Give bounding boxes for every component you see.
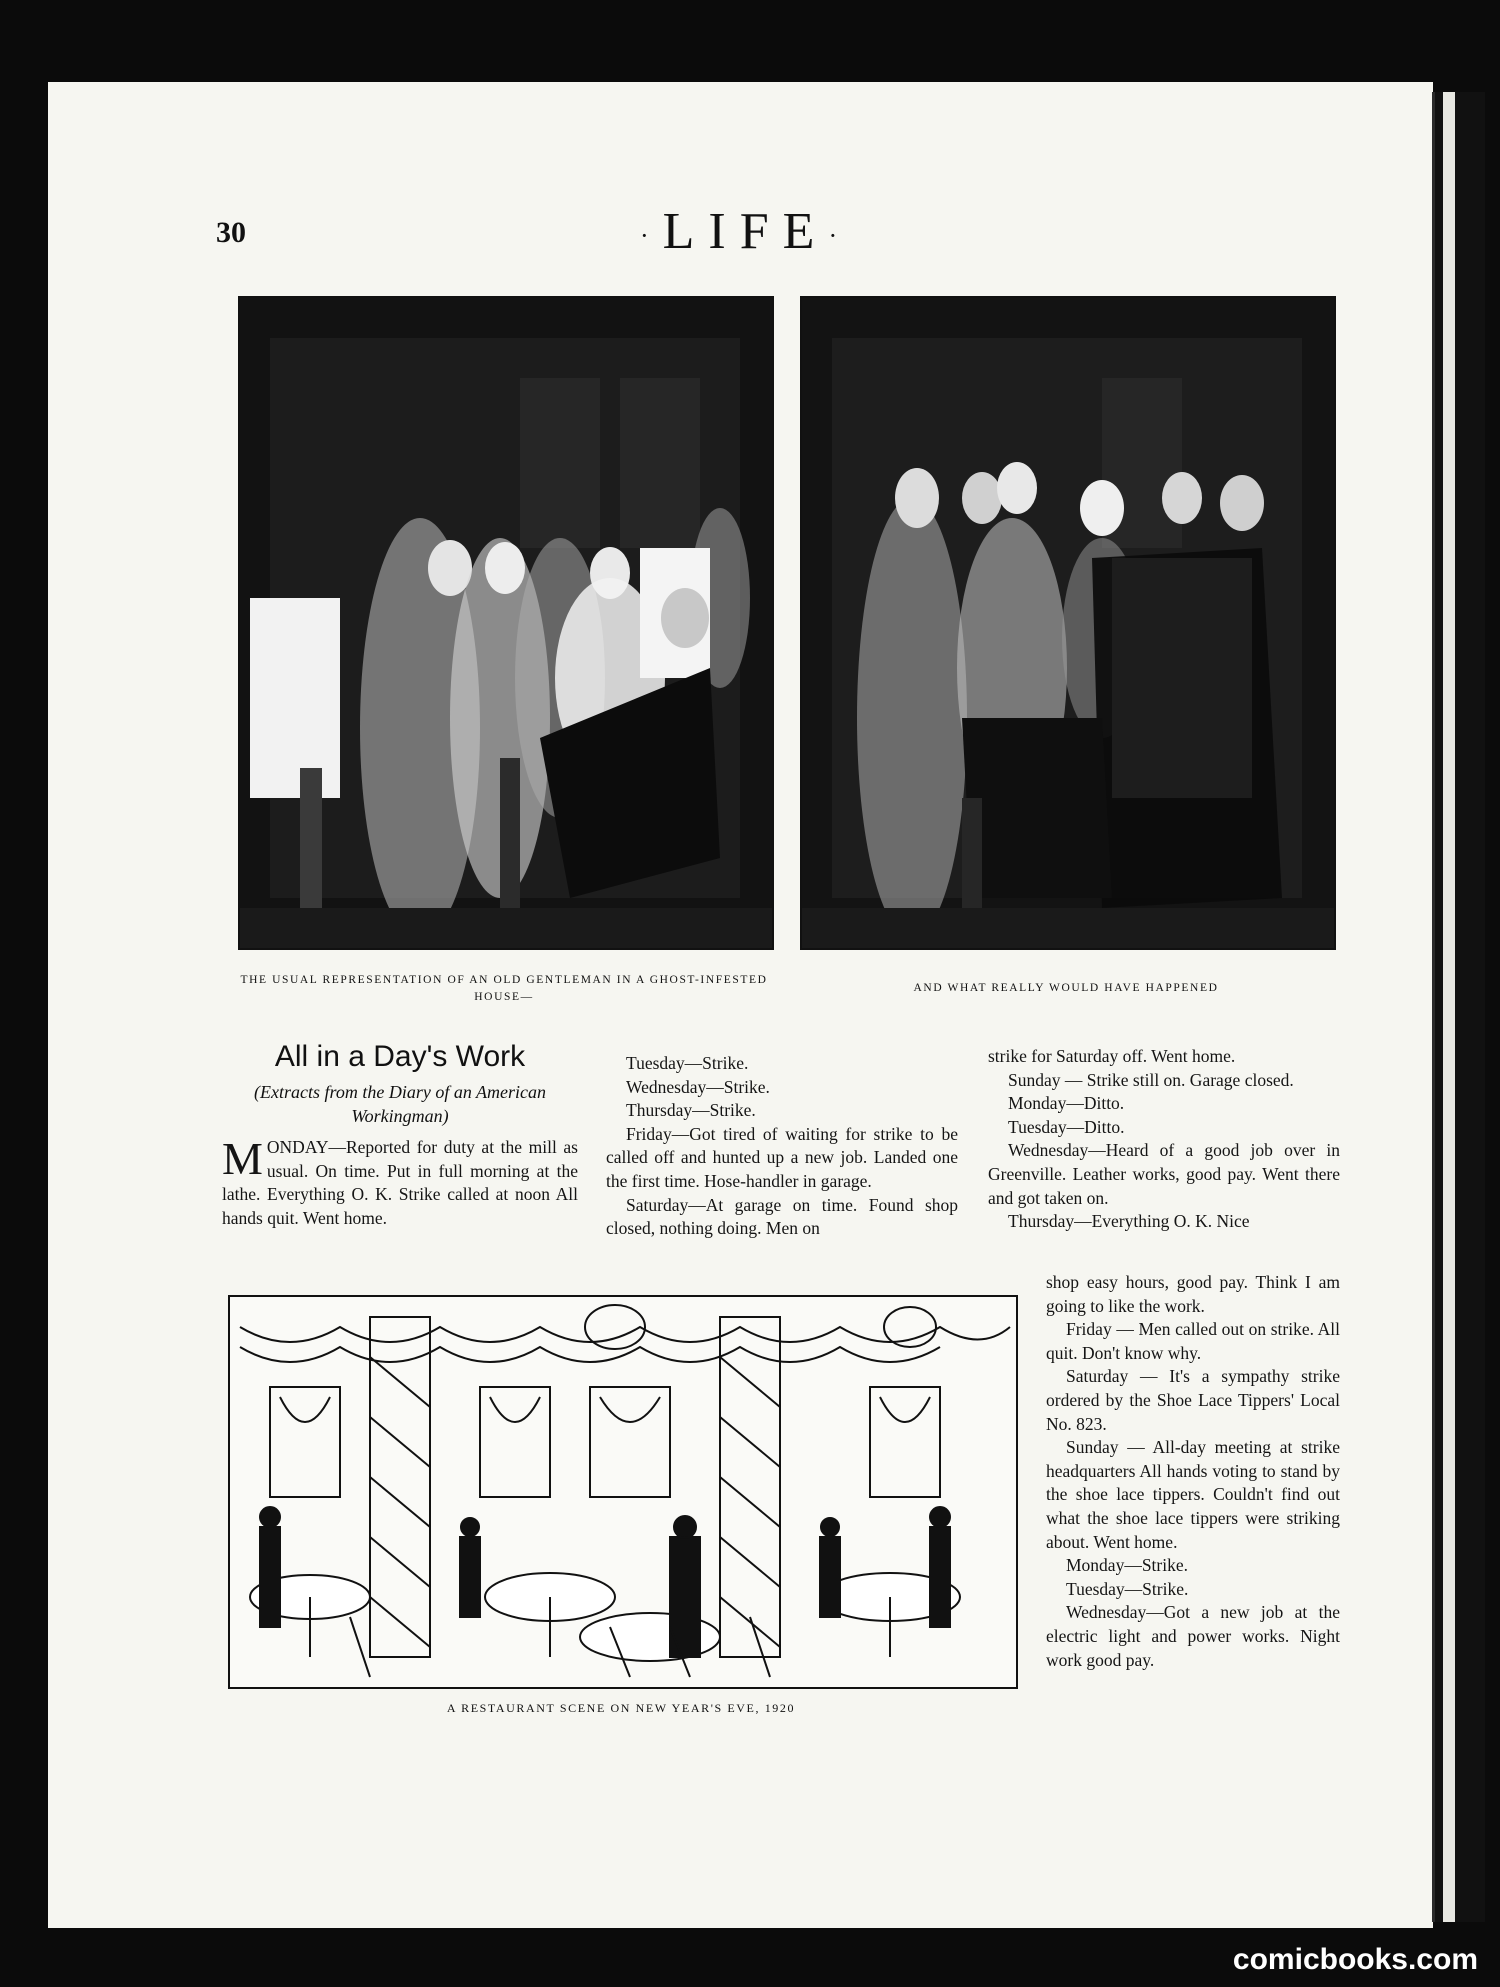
diary-entry: Wednesday—Heard of a good job over in Greenville. Leather works, good pay. Went there and got taken on. <box>988 1140 1340 1208</box>
restaurant-illustration <box>228 1295 1018 1689</box>
diary-entry: Saturday — It's a sympathy strike ordered by the Shoe Lace Tippers' Local No. 823. <box>1046 1366 1340 1434</box>
diary-entry-monday: MONDAY—Reported for duty at the mill as usual. On time. Put in full morning at the lathe. Everything O. K. Strike called at noon All hands quit. Went home. <box>222 1133 578 1228</box>
diary-entry: strike for Saturday off. Went home. <box>988 1046 1236 1066</box>
article-column-1 <box>222 1040 578 1230</box>
diary-entry: Thursday—Everything O. K. Nice <box>1008 1211 1250 1232</box>
diary-entry: Wednesday—Strike. <box>626 1076 770 1097</box>
diary-entry: Monday—Strike. <box>1066 1555 1189 1576</box>
masthead-title: LIFE <box>662 203 829 260</box>
diary-entry: Sunday — All-day meeting at strike headquarters All hands voting to stand by the shoe lace tippers. Couldn't find out what the shoe lace tippers were striking about. Went home. <box>1046 1437 1340 1552</box>
ghost-illustration-right <box>800 296 1336 950</box>
watermark: comicbooks.com <box>1232 1943 1478 1976</box>
drop-cap: M <box>222 1133 263 1184</box>
diary-entry: Friday—Got tired of waiting for strike to be called off and hunted up a new job. Landed one the first time. Hose-handler in garage. <box>606 1123 958 1191</box>
diary-entry: shop easy hours, good pay. Think I am going to like the work. <box>1046 1272 1340 1316</box>
diary-entry: Monday—Ditto. <box>1008 1093 1125 1114</box>
diary-entry: Tuesday—Strike. <box>626 1053 749 1073</box>
diary-entry: Tuesday—Ditto. <box>1008 1116 1125 1137</box>
article-subtitle: (Extracts from the Diary of an American Workingman) <box>254 1082 546 1126</box>
article-column-3-top <box>988 1045 1340 1234</box>
diary-entry: Friday — Men called out on strike. All quit. Don't know why. <box>1046 1319 1340 1363</box>
next-page-edge <box>1432 92 1485 1922</box>
page-number: 30 <box>216 216 246 249</box>
article-title: All in a Day's Work <box>274 1040 526 1073</box>
caption-right: AND WHAT REALLY WOULD HAVE HAPPENED <box>913 982 1219 994</box>
ghost-illustration-left <box>238 296 774 950</box>
diary-entry: Tuesday—Strike. <box>1066 1578 1189 1599</box>
diary-entry: Sunday — Strike still on. Garage closed. <box>1008 1069 1294 1090</box>
caption-bottom: A RESTAURANT SCENE ON NEW YEAR'S EVE, 1920 <box>446 1701 796 1715</box>
diary-entry: Saturday—At garage on time. Found shop closed, nothing doing. Men on <box>606 1194 958 1239</box>
article-column-2 <box>606 1052 958 1241</box>
masthead: ·LIFE· <box>640 203 852 260</box>
article-column-3-bottom <box>1046 1271 1340 1672</box>
diary-entry: Wednesday—Got a new job at the electric light and power works. Night work good pay. <box>1046 1602 1340 1670</box>
diary-entry: Thursday—Strike. <box>626 1100 756 1121</box>
caption-left: THE USUAL REPRESENTATION OF AN OLD GENTLEMAN IN A GHOST-INFESTED HOUSE— <box>240 974 768 1003</box>
